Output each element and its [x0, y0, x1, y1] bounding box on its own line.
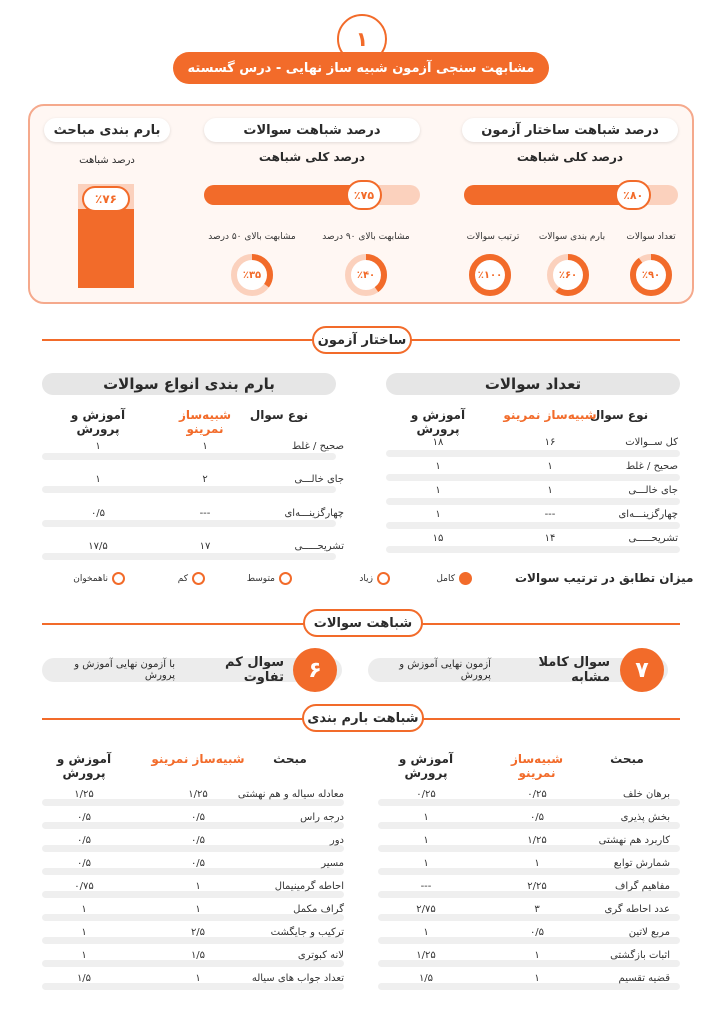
row-separator — [42, 983, 344, 990]
topics-subtitle: درصد شباهت — [79, 155, 135, 166]
row-separator — [386, 450, 680, 457]
row-label: صحیح / غلط — [291, 441, 344, 452]
row-separator — [42, 520, 336, 527]
row-value: ۱ — [547, 461, 553, 472]
question-count-ring — [629, 253, 673, 301]
topic-value: ۰/۷۵ — [74, 881, 94, 892]
topic-label: مفاهیم گراف — [614, 881, 670, 892]
section-title-structure: ساختار آزمون — [312, 326, 412, 354]
topic-value: ۱ — [81, 904, 87, 915]
row-value: ۱۶ — [544, 437, 556, 448]
row-separator — [378, 914, 680, 921]
radio-1[interactable] — [377, 572, 390, 585]
topic-label: شمارش توابع — [613, 858, 670, 869]
column-header: شبیه‌ساز نمرینو — [151, 752, 245, 766]
column-header: شبیه‌ساز نمرینو — [510, 752, 564, 780]
row-value: ۱۵ — [432, 533, 444, 544]
column-header: مبحث — [273, 752, 307, 766]
topics-title: بارم بندی مباحث — [44, 118, 170, 142]
row-value: --- — [544, 509, 556, 520]
row-label: صحیح / غلط — [625, 461, 678, 472]
column-header: آموزش و پرورش — [410, 408, 466, 436]
topics-badge: ٪۷۶ — [82, 186, 130, 212]
ring-value: ٪۱۰۰ — [477, 269, 503, 281]
topics-bar-fill — [78, 209, 134, 288]
topic-label: لانه کبوتری — [297, 950, 344, 961]
row-separator — [378, 868, 680, 875]
topic-value: ۰/۵ — [529, 812, 545, 823]
topic-label: اثبات بازگشتی — [610, 950, 670, 961]
topic-value: ۱ — [534, 950, 540, 961]
metric-label: بارم بندی سوالات — [538, 232, 606, 242]
row-separator — [42, 845, 344, 852]
topic-label: برهان خلف — [623, 789, 670, 800]
radio-0[interactable] — [459, 572, 472, 585]
question-order-ring — [468, 253, 512, 301]
column-header: نوع سوال — [589, 408, 649, 422]
row-separator — [42, 799, 344, 806]
row-value: ۱ — [547, 485, 553, 496]
topic-value: ۱ — [534, 858, 540, 869]
topic-value: ۰/۵ — [76, 812, 92, 823]
topic-value: ۰/۲۵ — [416, 789, 436, 800]
row-value: ۱۸ — [432, 437, 444, 448]
radio-label: کم — [177, 574, 188, 584]
topic-value: ۲/۷۵ — [416, 904, 436, 915]
row-value: ۱ — [202, 441, 208, 452]
topic-label: گراف مکمل — [293, 904, 344, 915]
topic-value: ۱ — [423, 927, 429, 938]
row-value: ۱ — [95, 441, 101, 452]
topic-label: مربع لاتین — [628, 927, 670, 938]
structure-title: درصد شباهت ساختار آزمون — [462, 118, 678, 142]
row-separator — [386, 498, 680, 505]
ring-value: ٪۳۵ — [242, 269, 262, 281]
questions-overall-badge: ٪۷۵ — [346, 180, 382, 210]
row-separator — [42, 822, 344, 829]
row-separator — [386, 474, 680, 481]
structure-overall-fill — [464, 185, 635, 205]
column-header: آموزش و پرورش — [56, 752, 112, 780]
ring-value: ٪۹۰ — [641, 269, 661, 281]
row-value: ۱ — [435, 509, 441, 520]
row-value: ۰/۵ — [90, 508, 106, 519]
row-value: ۱ — [435, 485, 441, 496]
fully-similar-count: ۷ — [620, 648, 664, 692]
similarity-50-ring — [230, 253, 274, 301]
topic-value: ۳ — [534, 904, 540, 915]
row-separator — [378, 983, 680, 990]
questions-overall-bar — [204, 185, 420, 205]
similarity-90-ring — [344, 253, 388, 301]
column-header: نوع سوال — [249, 408, 309, 422]
column-header: شبیه‌ساز نمرینو — [503, 408, 597, 422]
row-separator — [378, 937, 680, 944]
radio-label: کامل — [436, 574, 455, 584]
topic-label: معادله سیاله و هم نهشتی — [237, 789, 344, 800]
radio-3[interactable] — [192, 572, 205, 585]
row-label: چهارگزینـــه‌ای — [284, 508, 344, 519]
topic-value: ۰/۵ — [190, 858, 206, 869]
row-label: جای خالـــی — [628, 485, 678, 496]
row-separator — [386, 546, 680, 553]
topic-value: ۱ — [195, 973, 201, 984]
topic-label: کاربرد هم نهشتی — [598, 835, 670, 846]
questions-overall-fill — [204, 185, 366, 205]
topics-vertical-bar — [78, 184, 134, 288]
topic-value: ۰/۵ — [190, 812, 206, 823]
row-separator — [42, 937, 344, 944]
order-match-label: میزان تطابق در ترتیب سوالات — [515, 571, 694, 585]
topic-value: --- — [420, 881, 432, 892]
row-value: ۱۴ — [544, 533, 556, 544]
topic-value: ۱ — [423, 858, 429, 869]
ring-value: ٪۶۰ — [558, 269, 578, 281]
radio-4[interactable] — [112, 572, 125, 585]
topic-label: عدد احاطه گری — [604, 904, 670, 915]
row-separator — [42, 553, 336, 560]
row-value: ۱ — [95, 474, 101, 485]
slightly-different-label: سوال کم تفاوت — [225, 655, 284, 685]
metric-label: مشابهت بالای ۵۰ درصد — [208, 232, 296, 242]
row-separator — [378, 845, 680, 852]
topic-value: ۰/۲۵ — [527, 789, 547, 800]
topic-value: ۱/۵ — [418, 973, 434, 984]
topic-label: بخش پذیری — [620, 812, 670, 823]
row-value: ۱ — [435, 461, 441, 472]
row-label: کل ســوالات — [625, 437, 678, 448]
metric-label: ترتیب سوالات — [466, 232, 520, 242]
topic-value: ۱ — [195, 904, 201, 915]
topic-value: ۱ — [423, 835, 429, 846]
topic-value: ۲/۵ — [190, 927, 206, 938]
structure-overall-bar — [464, 185, 678, 205]
column-header: شبیه‌ساز نمرینو — [178, 408, 232, 436]
radio-2[interactable] — [279, 572, 292, 585]
row-label: تشریحـــــی — [294, 541, 344, 552]
radio-label: ناهمخوان — [73, 574, 108, 584]
slightly-different-count: ۶ — [293, 648, 337, 692]
section-title-similarity: شباهت سوالات — [303, 609, 423, 637]
topic-label: قضیه تقسیم — [618, 973, 670, 984]
row-value: ۱۷/۵ — [88, 541, 108, 552]
row-separator — [378, 799, 680, 806]
topic-label: ترکیب و جایگشت — [270, 927, 344, 938]
row-separator — [42, 960, 344, 967]
row-separator — [378, 960, 680, 967]
question-count-heading: تعداد سوالات — [386, 373, 680, 395]
topic-value: ۱/۲۵ — [527, 835, 547, 846]
topic-value: ۰/۵ — [76, 835, 92, 846]
score-types-heading: بارم بندی انواع سوالات — [42, 373, 336, 395]
row-separator — [42, 453, 336, 460]
section-title-topics: شباهت بارم بندی — [302, 704, 424, 732]
radio-label: زیاد — [359, 574, 373, 584]
topic-value: ۰/۵ — [76, 858, 92, 869]
topic-value: ۱/۲۵ — [188, 789, 208, 800]
topic-value: ۱/۵ — [190, 950, 206, 961]
questions-title: درصد شباهت سوالات — [204, 118, 420, 142]
topic-label: درجه راس — [300, 812, 344, 823]
column-header: مبحث — [610, 752, 644, 766]
topic-value: ۱/۲۵ — [416, 950, 436, 961]
topic-value: ۰/۵ — [190, 835, 206, 846]
topic-value: ۰/۵ — [529, 927, 545, 938]
topic-value: ۱ — [195, 881, 201, 892]
radio-label: متوسط — [246, 574, 275, 584]
fully-similar-note: آزمون نهایی آموزش و پرورش — [399, 659, 491, 681]
page-title: مشابهت سنجی آزمون شبیه ساز نهایی - درس گسسته — [173, 52, 549, 84]
questions-subtitle: درصد کلی شباهت — [258, 150, 366, 164]
topic-value: ۱/۵ — [76, 973, 92, 984]
ring-value: ٪۴۰ — [356, 269, 376, 281]
topic-label: مسیر — [321, 858, 344, 869]
metric-label: مشابهت بالای ۹۰ درصد — [322, 232, 410, 242]
topic-value: ۱ — [81, 927, 87, 938]
metric-label: تعداد سوالات — [626, 232, 676, 242]
column-header: آموزش و پرورش — [398, 752, 454, 780]
row-separator — [42, 486, 336, 493]
row-label: چهارگزینـــه‌ای — [618, 509, 678, 520]
row-separator — [378, 891, 680, 898]
row-value: --- — [199, 508, 211, 519]
column-header: آموزش و پرورش — [70, 408, 126, 436]
topic-value: ۲/۲۵ — [527, 881, 547, 892]
row-label: تشریحـــــی — [628, 533, 678, 544]
topic-value: ۱ — [81, 950, 87, 961]
topic-value: ۱ — [423, 812, 429, 823]
score-distribution-ring — [546, 253, 590, 301]
structure-overall-badge: ٪۸۰ — [615, 180, 651, 210]
topic-label: دور — [329, 835, 344, 846]
row-separator — [42, 868, 344, 875]
row-value: ۱۷ — [199, 541, 211, 552]
row-label: جای خالـــی — [294, 474, 344, 485]
topic-label: احاطه گرمینیمال — [274, 881, 344, 892]
page-number: ۱ — [337, 14, 387, 64]
topic-value: ۱ — [534, 973, 540, 984]
slightly-different-note: با آزمون نهایی آموزش و پرورش — [74, 659, 176, 681]
topic-label: تعداد جواب های سیاله — [251, 973, 344, 984]
row-separator — [42, 891, 344, 898]
row-separator — [386, 522, 680, 529]
row-separator — [378, 822, 680, 829]
structure-subtitle: درصد کلی شباهت — [516, 150, 624, 164]
row-value: ۲ — [202, 474, 208, 485]
row-separator — [42, 914, 344, 921]
topic-value: ۱/۲۵ — [74, 789, 94, 800]
fully-similar-label: سوال کاملا مشابه — [538, 655, 610, 685]
